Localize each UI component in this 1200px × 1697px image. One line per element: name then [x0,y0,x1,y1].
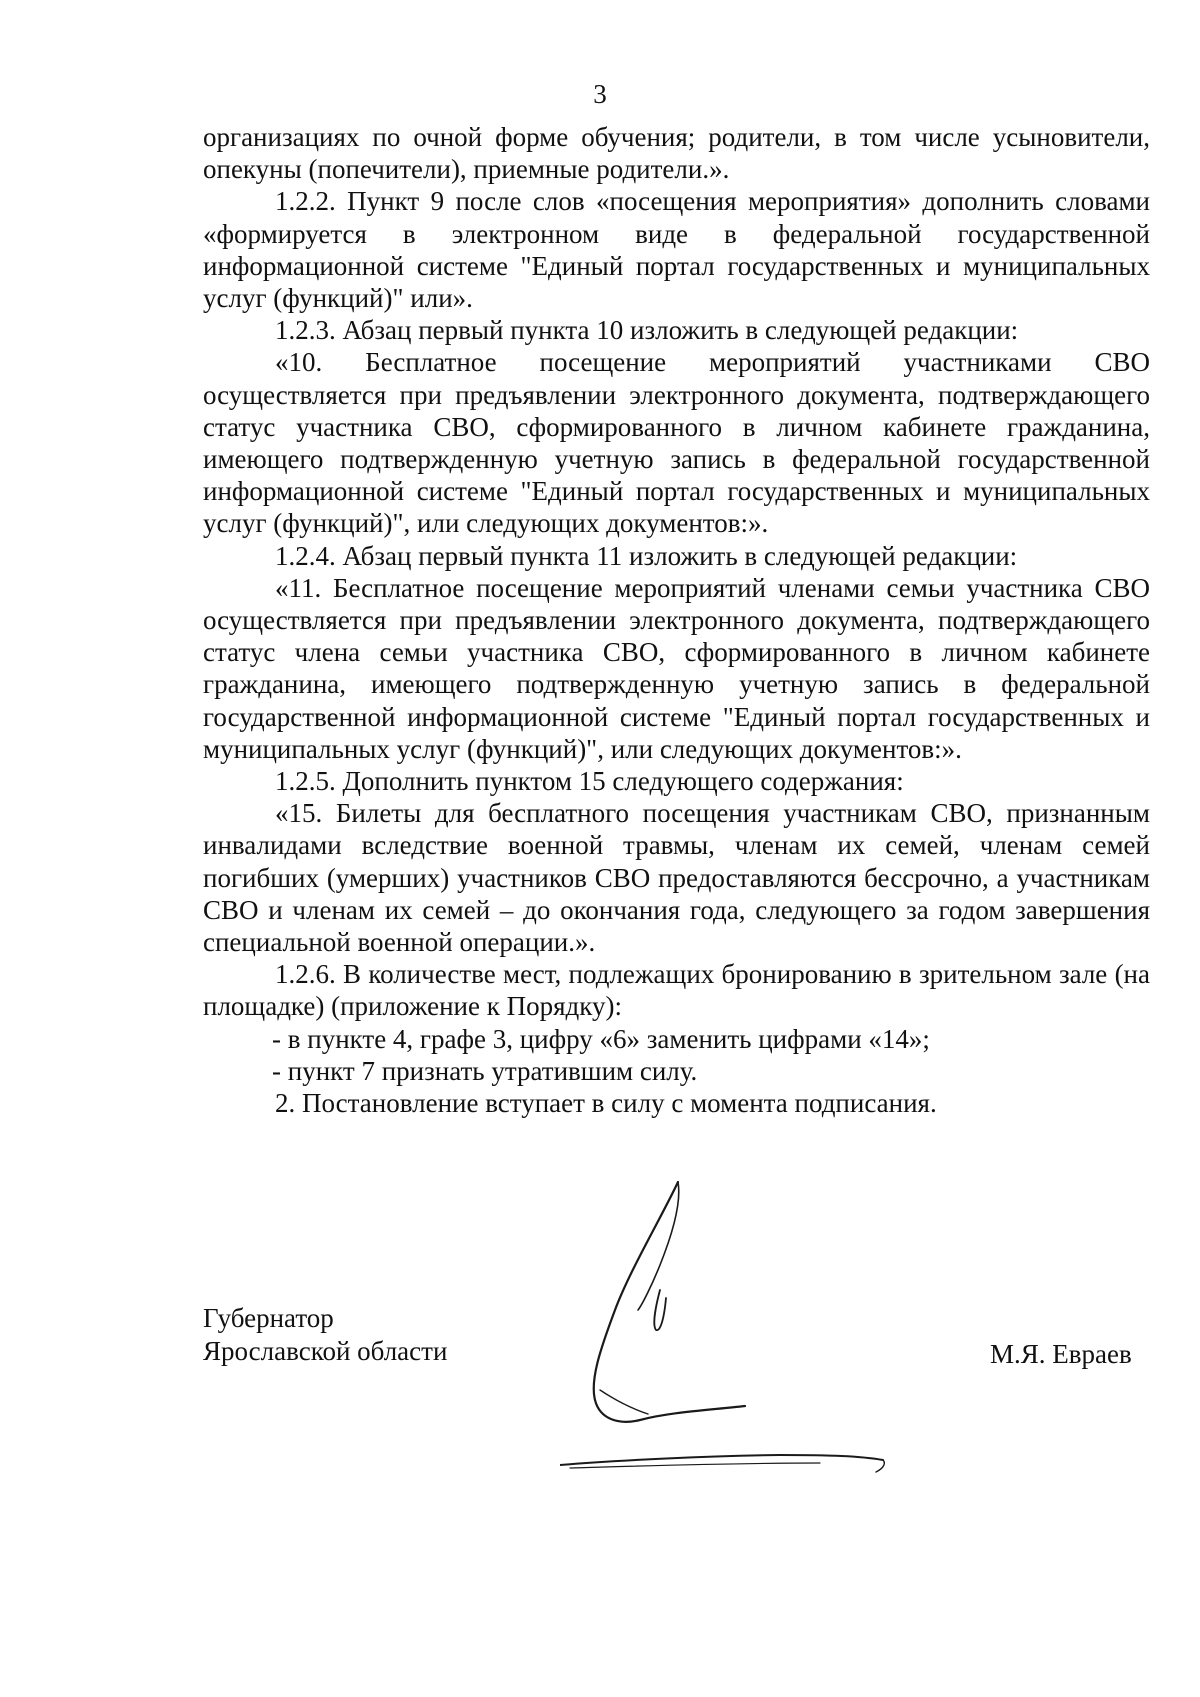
paragraph-1-2-4: 1.2.4. Абзац первый пункта 11 изложить в следующей редакции: [275,540,1018,571]
paragraph-1-2-3: 1.2.3. Абзац первый пункта 10 изложить в следующей редакции: [275,315,1019,346]
paragraph-item-11: «11. Бесплатное посещение мероприятий членами семьи участника СВО осуществляется при предъявлении электронного документа, подтверждающего статус члена семьи участника СВО, сформированного в личном кабинете гражданина, имеющего подтвержденную учетную запись в федеральной государственной информационной системе "Единый портал государственных и муниципальных услуг (функций)", или следующих документов:». [203,572,1150,764]
paragraph-2-effective: 2. Постановление вступает в силу с момента подписания. [275,1088,937,1119]
paragraph-1: организациях по очной форме обучения; родители, в том числе усыновители, опекуны (попечители), приемные родители.». [203,122,1150,185]
page-number: 3 [593,79,607,109]
paragraph-item-10: «10. Бесплатное посещение мероприятий участниками СВО осуществляется при предъявлении электронного документа, подтверждающего статус участника СВО, сформированного в личном кабинете гражданина, имеющего подтвержденную учетную запись в федеральной государственной информационной системе "Единый портал государственных и муниципальных услуг (функций)", или следующих документов:». [203,347,1150,539]
paragraph-item-15: «15. Билеты для бесплатного посещения участникам СВО, признанным инвалидами вследствие военной травмы, членам их семей, членам семей погибших (умерших) участников СВО предоставляются бессрочно, а участникам СВО и членам их семей – до окончания года, следующего за годом завершения специальной военной операции.». [203,798,1150,958]
signatory-position-line2: Ярославской области [203,1336,448,1366]
paragraph-1-2-2: 1.2.2. Пункт 9 после слов «посещения мероприятия» дополнить словами «формируется в электронном виде в федеральной государственной информационной системе "Единый портал государственных и муниципальных услуг (функций)" или». [203,186,1150,314]
handwritten-signature [560,1180,980,1480]
signatory-position-line1: Губернатор [203,1303,334,1333]
signatory-position [203,1302,447,1368]
paragraph-1-2-6: 1.2.6. В количестве мест, подлежащих бронированию в зрительном зале (на площадке) (приложение к Порядку): [203,959,1150,1022]
signatory-name: М.Я. Евраев [990,1339,1132,1369]
paragraph-1-2-5: 1.2.5. Дополнить пунктом 15 следующего содержания: [275,766,904,797]
list-item-point-7: - пункт 7 признать утратившим силу. [272,1055,698,1086]
list-item-point-4: - в пункте 4, графе 3, цифру «6» заменить цифрами «14»; [272,1023,930,1054]
document-body [203,121,1150,1119]
